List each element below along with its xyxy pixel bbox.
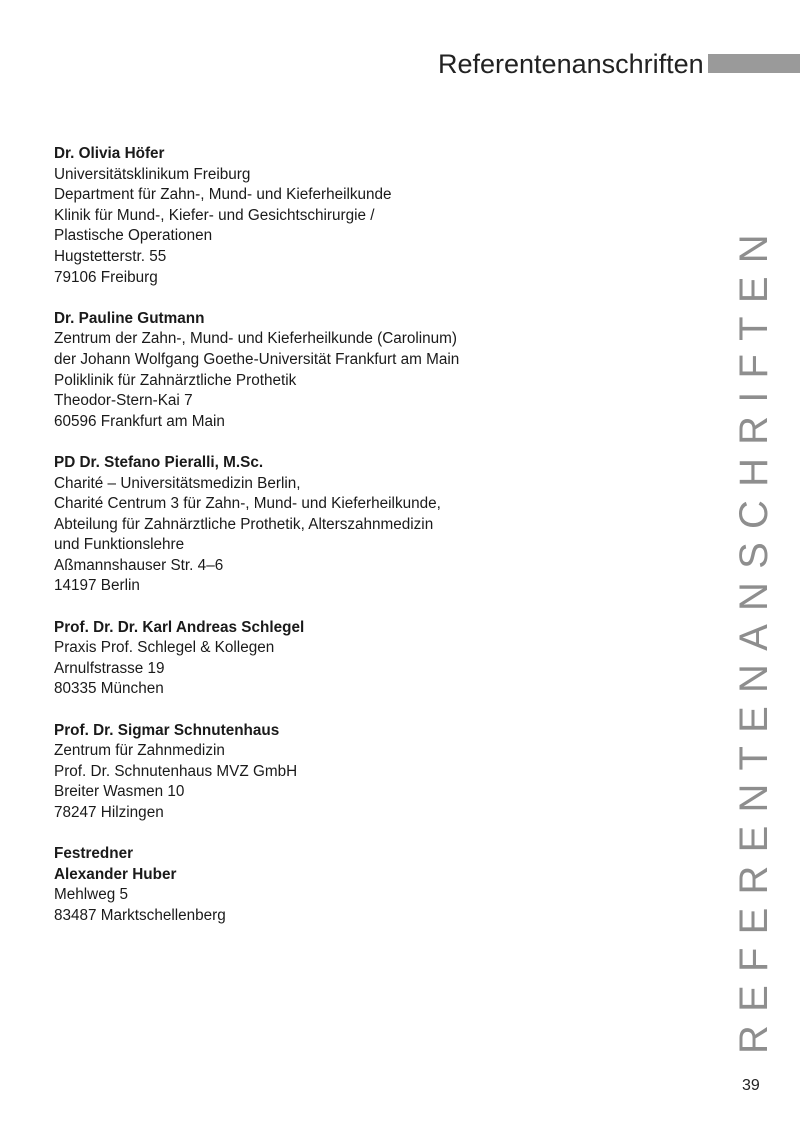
page-number: 39 bbox=[742, 1077, 760, 1094]
speaker-name: PD Dr. Stefano Pieralli, M.Sc. bbox=[54, 453, 264, 471]
address-line: 14197 Berlin bbox=[54, 577, 140, 595]
address-line: Universitätsklinikum Freiburg bbox=[54, 165, 251, 183]
address-entry bbox=[54, 721, 614, 824]
speaker-name: Dr. Olivia Höfer bbox=[54, 145, 165, 162]
address-line: Prof. Dr. Schnutenhaus MVZ GmbH bbox=[54, 762, 298, 780]
address-entry bbox=[54, 144, 614, 288]
address-line: Poliklinik für Zahnärztliche Prothetik bbox=[54, 371, 297, 389]
speaker-name: Prof. Dr. Sigmar Schnutenhaus bbox=[54, 721, 280, 739]
address-line: Arnulfstrasse 19 bbox=[54, 659, 165, 677]
address-line: Aßmannshauser Str. 4–6 bbox=[54, 556, 224, 574]
address-line: 80335 München bbox=[54, 680, 164, 698]
address-line: Mehlweg 5 bbox=[54, 886, 128, 904]
address-entry bbox=[54, 618, 614, 700]
side-section-label: REFERENTENANSCHRIFTEN bbox=[732, 221, 776, 1054]
address-line: Charité – Universitätsmedizin Berlin, bbox=[54, 474, 301, 492]
speaker-name: Alexander Huber bbox=[54, 865, 177, 883]
address-line: Department für Zahn-, Mund- und Kieferheilkunde bbox=[54, 186, 392, 204]
header-accent-bar bbox=[708, 54, 800, 73]
address-line: Breiter Wasmen 10 bbox=[54, 783, 185, 801]
address-line: der Johann Wolfgang Goethe-Universität Frankfurt am Main bbox=[54, 350, 460, 368]
speaker-name: Prof. Dr. Dr. Karl Andreas Schlegel bbox=[54, 618, 305, 636]
address-line: 79106 Freiburg bbox=[54, 268, 158, 286]
address-line: 83487 Marktschellenberg bbox=[54, 906, 226, 924]
address-line: Plastische Operationen bbox=[54, 227, 213, 245]
address-entry bbox=[54, 309, 614, 433]
speaker-role: Festredner bbox=[54, 845, 134, 863]
address-line: Charité Centrum 3 für Zahn-, Mund- und Kieferheilkunde, bbox=[54, 495, 441, 513]
speaker-address-list bbox=[54, 144, 614, 947]
address-line: und Funktionslehre bbox=[54, 536, 185, 554]
address-line: Theodor-Stern-Kai 7 bbox=[54, 392, 193, 410]
page-title: Referentenanschriften bbox=[438, 49, 704, 79]
address-line: 78247 Hilzingen bbox=[54, 804, 164, 821]
address-line: Praxis Prof. Schlegel & Kollegen bbox=[54, 639, 275, 657]
address-line: Zentrum für Zahnmedizin bbox=[54, 742, 225, 760]
address-line: Abteilung für Zahnärztliche Prothetik, Alterszahnmedizin bbox=[54, 515, 434, 533]
address-line: Zentrum der Zahn-, Mund- und Kieferheilkunde (Carolinum) bbox=[54, 330, 457, 348]
address-line: 60596 Frankfurt am Main bbox=[54, 412, 225, 430]
address-entry bbox=[54, 453, 614, 597]
address-line: Hugstetterstr. 55 bbox=[54, 247, 167, 265]
address-line: Klinik für Mund-, Kiefer- und Gesichtschirurgie / bbox=[54, 206, 375, 224]
speaker-name: Dr. Pauline Gutmann bbox=[54, 309, 205, 327]
address-entry bbox=[54, 844, 614, 926]
